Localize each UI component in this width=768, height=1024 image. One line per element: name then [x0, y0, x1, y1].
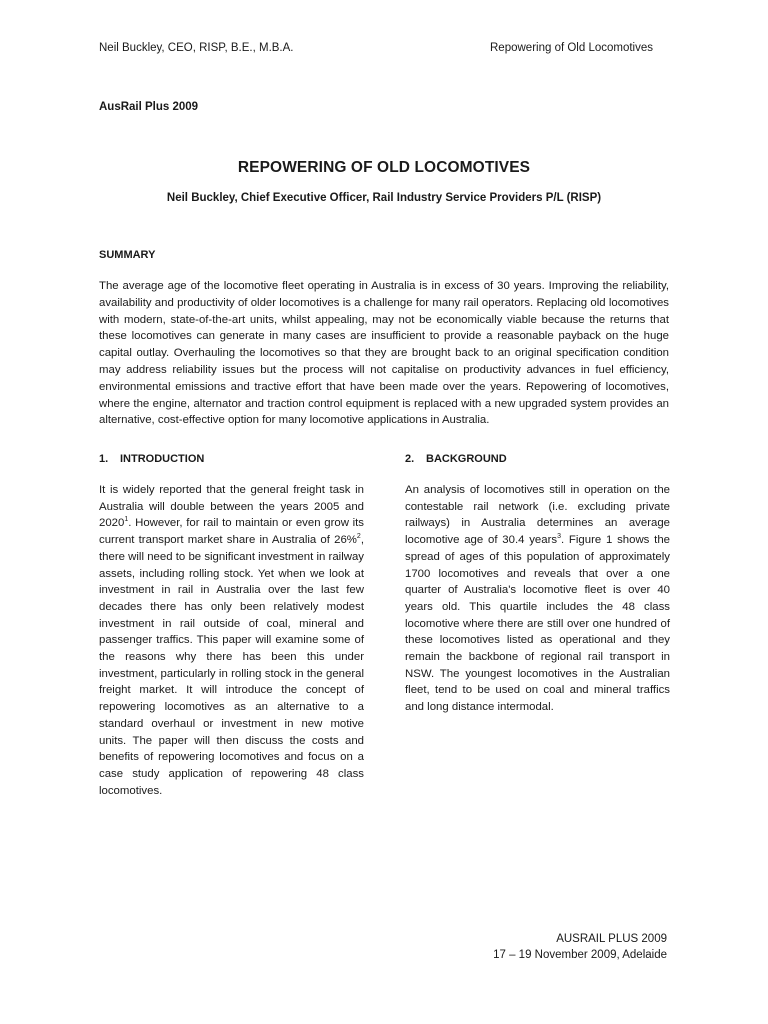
footer-date-location: 17 – 19 November 2009, Adelaide: [493, 949, 667, 961]
footnote-ref-1[interactable]: 1: [124, 516, 129, 524]
section-heading-introduction: [99, 453, 204, 465]
section-heading-background: [405, 453, 507, 465]
introduction-paragraph: [99, 482, 364, 799]
footer-conference: AUSRAIL PLUS 2009: [556, 933, 667, 945]
background-paragraph: [405, 482, 670, 716]
section-number: 2.: [405, 453, 415, 465]
author-affiliation: Neil Buckley, Chief Executive Officer, Rail Industry Service Providers P/L (RISP): [166, 192, 602, 204]
intro-text-1: It is widely reported that the general freight task in Australia will double between the years 2005 and 2020: [99, 484, 364, 530]
footnote-ref-2[interactable]: 2: [356, 533, 361, 541]
summary-paragraph: The average age of the locomotive fleet operating in Australia is in excess of 30 years. Improving the reliability, availability and productivity of older locomotives is a challenge for many rail operators. Replacing old locomotives with modern, state-of-the-art units, whilst appealing, may not be economically viable because the returns that these locomotives can generate in many cases are insufficient to provide a reasonable payback on the huge capital outlay. Overhauling the locomotives so that they are brought back to an original specification condition may address reliability issues but the process will not capitalise on productivity advances in fuel efficiency, environmental emissions and tractive effort that have been made over the years. Repowering of locomotives, where the engine, alternator and traction control equipment is replaced with a new upgraded system provides an alternative, cost-effective option for many locomotive applications in Australia.: [99, 280, 669, 427]
footnote-ref-3[interactable]: 3: [557, 533, 561, 541]
background-text-1: An analysis of locomotives still in operation on the contestable rail network (i.e. excluding private railways) in Australia determines an average locomotive age of 30.4 years: [405, 484, 670, 547]
conference-label: AusRail Plus 2009: [99, 101, 199, 113]
background-text-2: . Figure 1 shows the spread of ages of this population of approximately 1700 locomotives and reveals that over a one quarter of Australia's locomotive fleet is over 40 years old. This quartile includes the 48 class locomotive where there are still over one hundred of these locomotives listed as operational and they remain the backbone of regional rail transport in NSW. The youngest locomotives in the Australian fleet, tend to be used on coal and mineral traffics and long distance intermodal.: [405, 534, 670, 714]
intro-text-2: . However, for rail to maintain or even grow its current transport market share in Australia of 26%: [99, 517, 364, 547]
paper-title: REPOWERING OF OLD LOCOMOTIVES: [237, 159, 531, 176]
running-header-author: Neil Buckley, CEO, RISP, B.E., M.B.A.: [99, 42, 294, 54]
section-number: 1.: [99, 453, 109, 465]
intro-text-3: , there will need to be significant investment in railway assets, including rolling stock. Yet when we look at investment in rail in Australia over the last few decades there has only been relatively modest investment in rail outside of coal, mineral and passenger traffics. This paper will examine some of the reasons why there has been this under investment, particularly in rolling stock in the general freight market. It will introduce the concept of repowering locomotives as an alternative to a standard overhaul or investment in new motive units. The paper will then discuss the costs and benefits of repowering locomotives and focus on a case study application of repowering 48 class locomotives.: [99, 534, 364, 797]
running-header-title: Repowering of Old Locomotives: [490, 42, 653, 54]
page-footer: [493, 931, 667, 963]
summary-heading: SUMMARY: [99, 249, 156, 261]
section-title: INTRODUCTION: [120, 453, 205, 465]
section-title: BACKGROUND: [426, 453, 507, 465]
